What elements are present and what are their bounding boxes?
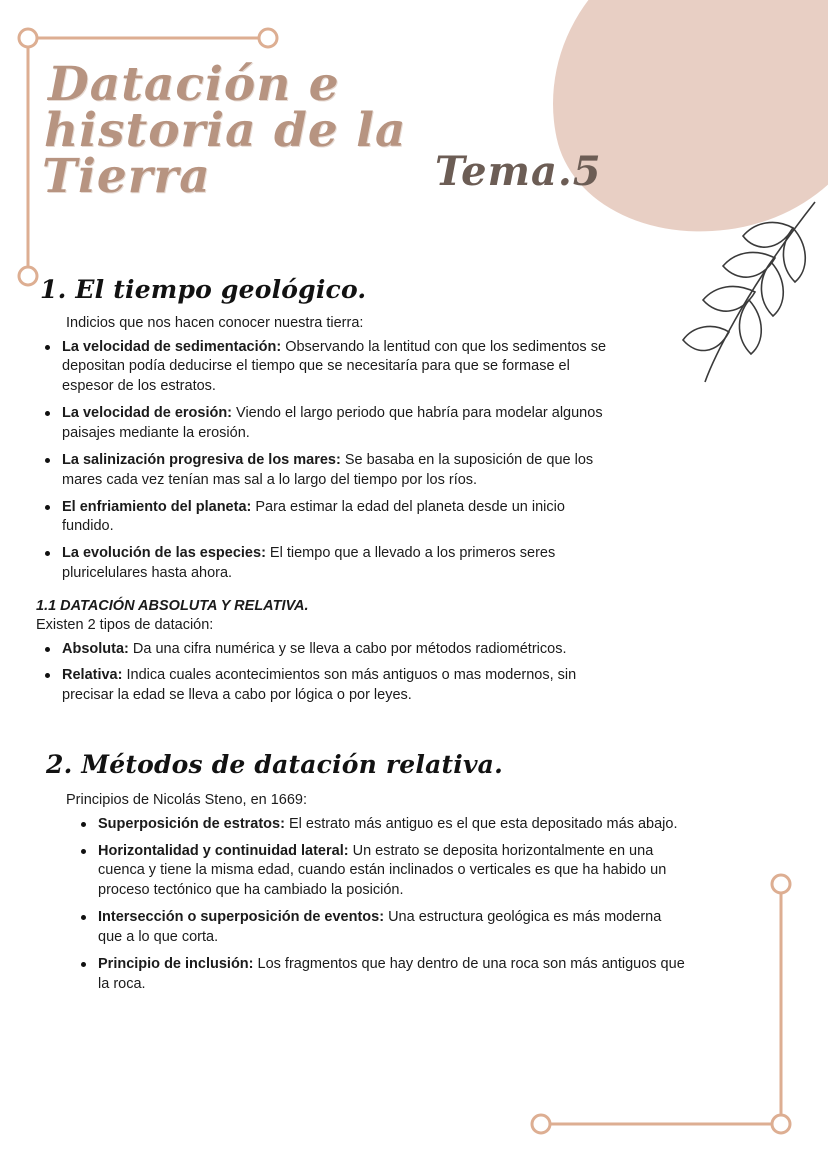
title-line-2: historia de la [44, 103, 407, 159]
bullet-term: Intersección o superposición de eventos: [98, 909, 385, 926]
list-item [98, 908, 688, 948]
list-item [62, 404, 618, 444]
list-item [62, 666, 588, 706]
notes-content [0, 275, 828, 1002]
list-item [62, 544, 618, 584]
section-1-bullet-list [0, 338, 828, 584]
bullet-term: Principio de inclusión: [98, 955, 254, 972]
list-item [62, 451, 618, 491]
title-line-1: Datación e [48, 57, 340, 112]
bullet-term: Absoluta: [62, 640, 129, 657]
section-2-lead: Principios de Nicolás Steno, en 1669: [66, 792, 308, 809]
section-2 [0, 750, 828, 994]
bullet-text: Una estructura geológica es más moderna que a lo que corta. [98, 909, 662, 946]
title-line-3: Tierra [42, 149, 211, 205]
bullet-term: Horizontalidad y continuidad lateral: [98, 842, 349, 859]
bullet-text: El estrato más antiguo es el que esta depositado más abajo. [284, 815, 678, 832]
bullet-term: La evolución de las especies: [62, 545, 266, 562]
topic-label: Tema.5 [435, 148, 602, 195]
bullet-term: El enfriamiento del planeta: [62, 498, 252, 515]
section-1-heading: 1. El tiempo geológico. [40, 275, 367, 304]
bullet-text: El tiempo que a llevado a los primeros seres pluricelulares hasta ahora. [62, 545, 556, 582]
list-item [98, 815, 688, 835]
section-2-bullet-list [0, 815, 828, 995]
bullet-text: Un estrato se deposita horizontalmente en una cuenca y tiene la misma edad, cuando están inclinados o verticales es que ha habido un proceso tectónico que ha cambiado la posición. [98, 842, 667, 899]
bullet-text: Da una cifra numérica y se lleva a cabo por métodos radiométricos. [128, 640, 567, 657]
subsection-1-1-bullet-list [0, 640, 828, 707]
bullet-term: Superposición de estratos: [98, 815, 285, 832]
bullet-text: Viendo el largo periodo que habría para modelar algunos paisajes mediante la erosión. [62, 405, 603, 441]
bullet-term: Relativa: [62, 667, 123, 684]
bullet-text: Observando la lentitud con que los sedimentos se depositan podía deducirse el tiempo que se necesitaría para que se formase el espesor de los estratos. [62, 338, 607, 395]
bullet-text: Se basaba en la suposición de que los mares cada vez tenían mas sal a lo largo del tiempo por los ríos. [62, 451, 594, 488]
bullet-term: La salinización progresiva de los mares: [62, 451, 341, 468]
section-1-lead: Indicios que nos hacen conocer nuestra tierra: [66, 315, 364, 331]
bullet-term: La velocidad de erosión: [62, 405, 233, 422]
subsection-1-1-lead: Existen 2 tipos de datación: [36, 617, 214, 634]
bullet-text: Los fragmentos que hay dentro de una roca son más antiguos que la roca. [98, 955, 685, 992]
bullet-term: La velocidad de sedimentación: [62, 338, 282, 355]
list-item [62, 498, 618, 538]
bullet-text: Para estimar la edad del planeta desde un inicio fundido. [62, 498, 565, 535]
section-2-heading: 2. Métodos de datación relativa. [46, 750, 503, 780]
list-item [62, 338, 618, 398]
subsection-1-1-heading: 1.1 DATACIÓN ABSOLUTA Y RELATIVA. [36, 598, 309, 615]
list-item [98, 955, 688, 995]
list-item [62, 640, 588, 660]
list-item [98, 842, 688, 902]
bullet-text: Indica cuales acontecimientos son más antiguos o mas modernos, sin precisar la edad se lleva a cabo por lógica o por leyes. [62, 667, 577, 704]
